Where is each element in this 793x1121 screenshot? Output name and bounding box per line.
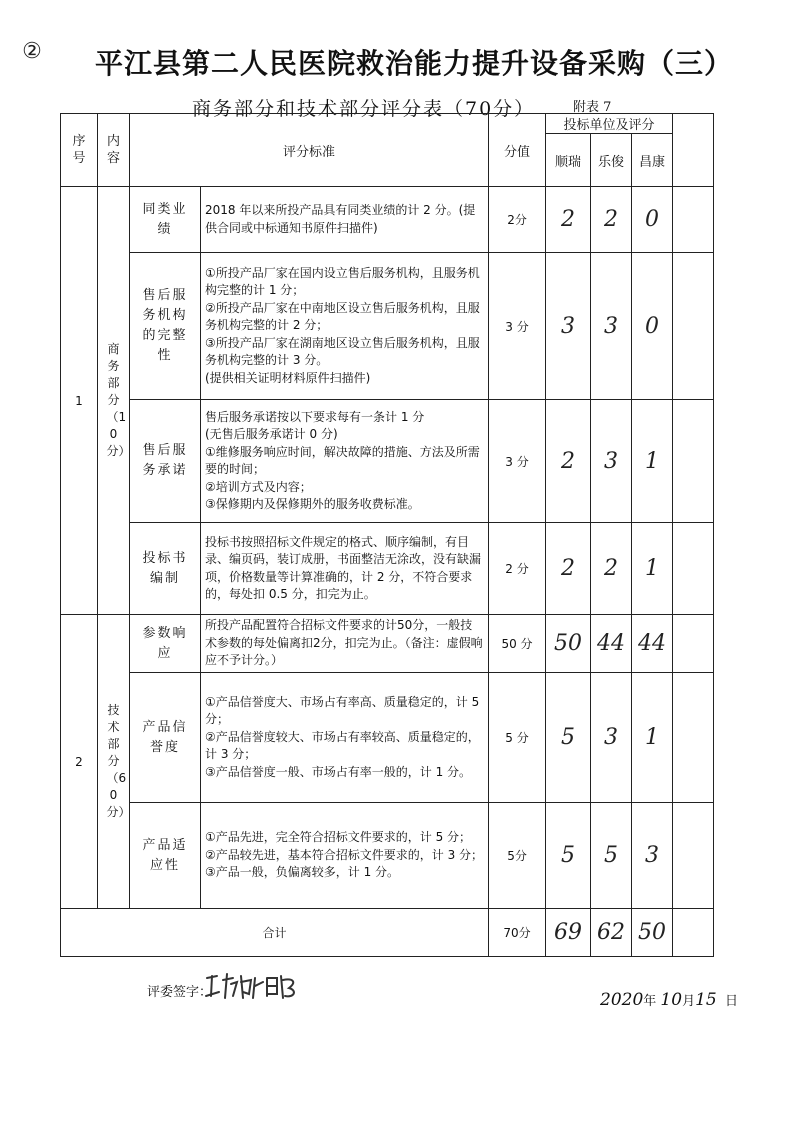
table-row [61,673,714,803]
table-row [61,253,714,400]
blank-cell [673,400,714,523]
score-cell: 3 [591,673,632,803]
score-cell: 0 [632,187,673,253]
section-seq: 1 [61,187,98,615]
header-content: 内容 [98,114,130,187]
criteria-text: 所投产品配置符合招标文件要求的计50分，一般技术参数的每处偏离扣2分，扣完为止。（备注：虚假响应不予计分。） [201,615,489,673]
criteria-text: 2018 年以来所投产品具有同类业绩的计 2 分。(提供合同或中标通知书原件扫描件) [201,187,489,253]
points-cell: 3 分 [489,400,546,523]
header-row-top [61,114,714,134]
score-cell: 5 [546,673,591,803]
points-cell: 2 分 [489,523,546,615]
score-cell: 3 [546,253,591,400]
document-title: 平江县第二人民医院救治能力提升设备采购（三） [95,47,734,80]
blank-cell [673,673,714,803]
bidder-name: 顺瑞 [546,134,591,187]
bidder-name: 乐俊 [591,134,632,187]
blank-cell [673,615,714,673]
points-cell: 2分 [489,187,546,253]
item-label: 参数响应 [130,615,201,673]
header-blank [673,114,714,187]
item-label: 投标书编制 [130,523,201,615]
total-score: 69 [546,909,591,957]
points-cell: 5 分 [489,673,546,803]
handwritten-signature [203,968,303,1004]
item-label: 售后服务机构的完整性 [130,253,201,400]
score-cell: 2 [546,400,591,523]
date-year: 2020 [600,990,644,1010]
table-subtitle: 商务部分和技术部分评分表（70分） [192,98,536,120]
blank-cell [673,803,714,909]
total-label: 合计 [61,909,489,957]
score-cell: 1 [632,673,673,803]
criteria-text: 投标书按照招标文件规定的格式、顺序编制，有目录、编页码，装订成册，书面整洁无涂改，没有缺漏项，价格数量等计算准确的，计 2 分，不符合要求的，每处扣 0.5 分，扣完为止。 [201,523,489,615]
item-label: 产品信誉度 [130,673,201,803]
header-bidders-group: 投标单位及评分 [546,114,673,134]
score-cell: 5 [546,803,591,909]
date-year-unit: 年 [643,994,657,1009]
table-row [61,803,714,909]
item-label: 同类业绩 [130,187,201,253]
blank-cell [673,523,714,615]
circled-number-mark: ② [22,39,42,64]
score-cell: 2 [591,187,632,253]
total-row [61,909,714,957]
score-cell: 0 [632,253,673,400]
score-cell: 1 [632,400,673,523]
table-row [61,523,714,615]
date-month: 10 [660,990,683,1010]
section-content: 商务部分（10分） [98,187,130,615]
points-cell: 5分 [489,803,546,909]
points-cell: 3 分 [489,253,546,400]
criteria-text: 售后服务承诺按以下要求每有一条计 1 分 (无售后服务承诺计 0 分) ①维修服务响应时间，解决故障的措施、方法及所需要的时间； ②培训方式及内容； ③保修期内及保修期外的服务收费标准。 [201,400,489,523]
score-cell: 1 [632,523,673,615]
score-cell: 2 [591,523,632,615]
score-cell: 2 [546,523,591,615]
score-cell: 44 [632,615,673,673]
table-row [61,615,714,673]
item-label: 产品适应性 [130,803,201,909]
score-cell: 50 [546,615,591,673]
total-score: 62 [591,909,632,957]
score-cell: 2 [546,187,591,253]
table-row [61,187,714,253]
bidder-name: 昌康 [632,134,673,187]
date-month-unit: 月 [682,994,696,1009]
criteria-text: ①所投产品厂家在国内设立售后服务机构，且服务机构完整的计 1 分； ②所投产品厂家在中南地区设立售后服务机构，且服务机构完整的计 2 分； ③所投产品厂家在湖南地区设立售后服务机构，且服务机构完整的计 3 分。 (提供相关证明材料原件扫描件) [201,253,489,400]
score-table [60,113,714,957]
score-cell: 3 [632,803,673,909]
table-row [61,400,714,523]
total-score: 50 [632,909,673,957]
score-cell: 3 [591,253,632,400]
blank-cell [673,253,714,400]
points-cell: 50 分 [489,615,546,673]
blank-cell [673,187,714,253]
blank-cell [673,909,714,957]
total-points: 70分 [489,909,546,957]
date-day-unit: 日 [724,994,738,1009]
criteria-text: ①产品先进，完全符合招标文件要求的，计 5 分； ②产品较先进，基本符合招标文件要求的，计 3 分； ③产品一般，负偏离较多，计 1 分。 [201,803,489,909]
score-cell: 5 [591,803,632,909]
header-points: 分值 [489,114,546,187]
score-cell: 3 [591,400,632,523]
header-criteria: 评分标准 [130,114,489,187]
signature-label: 评委签字： [147,985,213,1000]
item-label: 售后服务承诺 [130,400,201,523]
date-line [600,990,738,1010]
header-seq: 序号 [61,114,98,187]
section-seq: 2 [61,615,98,909]
score-cell: 44 [591,615,632,673]
section-content: 技术部分（60分） [98,615,130,909]
annex-label: 附表 7 [573,100,612,115]
criteria-text: ①产品信誉度大、市场占有率高、质量稳定的，计 5 分； ②产品信誉度较大、市场占有率较高、质量稳定的，计 3 分； ③产品信誉度一般、市场占有率一般的，计 1 分。 [201,673,489,803]
date-day: 15 [695,990,717,1010]
